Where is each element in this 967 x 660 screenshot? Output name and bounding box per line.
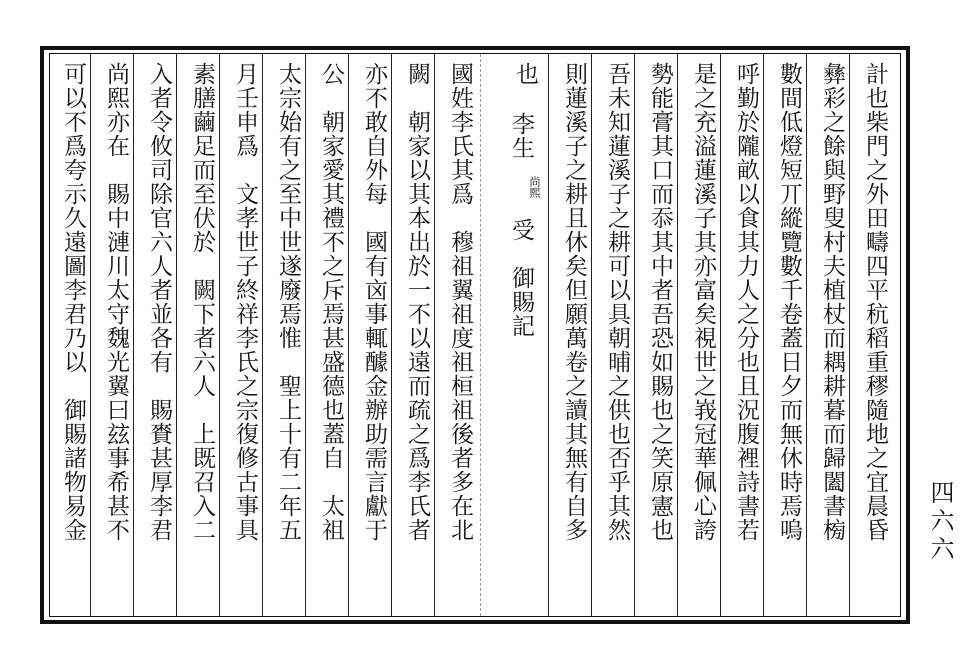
column-rule bbox=[262, 54, 263, 616]
column-rule bbox=[720, 54, 721, 616]
column-rule bbox=[763, 54, 764, 616]
column-rule bbox=[219, 54, 220, 616]
column-rule bbox=[133, 54, 134, 616]
text-column: 是之充溢蓮溪子其亦富矣視世之峩冠華佩心誇 bbox=[690, 62, 716, 542]
text-column: 彝彩之餘與野叟村夫植杖而耦耕暮而歸闔書㮄 bbox=[819, 62, 845, 542]
essay-title-main: 李生 bbox=[508, 112, 534, 160]
text-column: 入者令攸司除官六人者並各有 賜賚甚厚李君 bbox=[146, 62, 172, 542]
text-column: 闕 朝家以其本出於一不以遠而疏之爲李氏者 bbox=[404, 62, 430, 542]
text-column: 尚熙亦在 賜中漣川太守魏光翼曰玆事希甚不 bbox=[103, 62, 129, 542]
text-column: 計也柴門之外田疇四平秔稻重穋隨地之宜晨昏 bbox=[862, 62, 888, 542]
column-rule bbox=[391, 54, 392, 616]
text-column: 月壬申爲 文孝世子終祥李氏之宗復修古事具 bbox=[232, 62, 258, 542]
essay-title-rest: 受 御賜記 bbox=[508, 218, 534, 338]
text-column: 呼勤於隴畝以食其力人之分也且況腹裡詩書若 bbox=[733, 62, 759, 542]
text-column: 公 朝家愛其禮不之斥焉甚盛德也蓋自 太祖 bbox=[318, 62, 344, 542]
column-rule bbox=[434, 54, 435, 616]
page-fold bbox=[480, 54, 495, 616]
text-column: 國姓李氏其爲 穆祖翼祖度祖桓祖後者多在北 bbox=[447, 62, 473, 542]
page-number: 四六六 bbox=[926, 480, 954, 564]
column-rule bbox=[806, 54, 807, 616]
text-column: 亦不敢自外每 國有㐫事輒醵金辦助需言獻于 bbox=[361, 62, 387, 542]
column-rule bbox=[90, 54, 91, 616]
author-name-small: 尚熙 bbox=[528, 176, 541, 198]
column-rule bbox=[634, 54, 635, 616]
text-column: 數間低燈短丌縱覽數千卷蓋日夕而無休時焉嗚 bbox=[776, 62, 802, 542]
column-rule bbox=[305, 54, 306, 616]
column-rule bbox=[348, 54, 349, 616]
column-rule bbox=[677, 54, 678, 616]
column-rule bbox=[176, 54, 177, 616]
column-rule bbox=[548, 54, 549, 616]
text-column: 可以不爲夸示久遠圖李君乃以 御賜諸物易金 bbox=[60, 62, 86, 542]
text-column: 勢能膏其口而忝其中者吾恐如賜也之笑原憲也 bbox=[647, 62, 673, 542]
text-column: 素膳繭足而至伏於 闕下者六人 上既召入二 bbox=[189, 62, 215, 542]
column-rule bbox=[591, 54, 592, 616]
text-column: 則蓮溪子之耕且休矣但願萬卷之讀其無有自多 bbox=[561, 62, 587, 542]
text-column: 太宗始有之至中世遂廢焉惟 聖上十有二年五 bbox=[275, 62, 301, 542]
text-column: 也 bbox=[512, 62, 538, 86]
text-column: 吾未知蓮溪子之耕可以具朝晡之供也否乎其然 bbox=[604, 62, 630, 542]
column-rule bbox=[849, 54, 850, 616]
